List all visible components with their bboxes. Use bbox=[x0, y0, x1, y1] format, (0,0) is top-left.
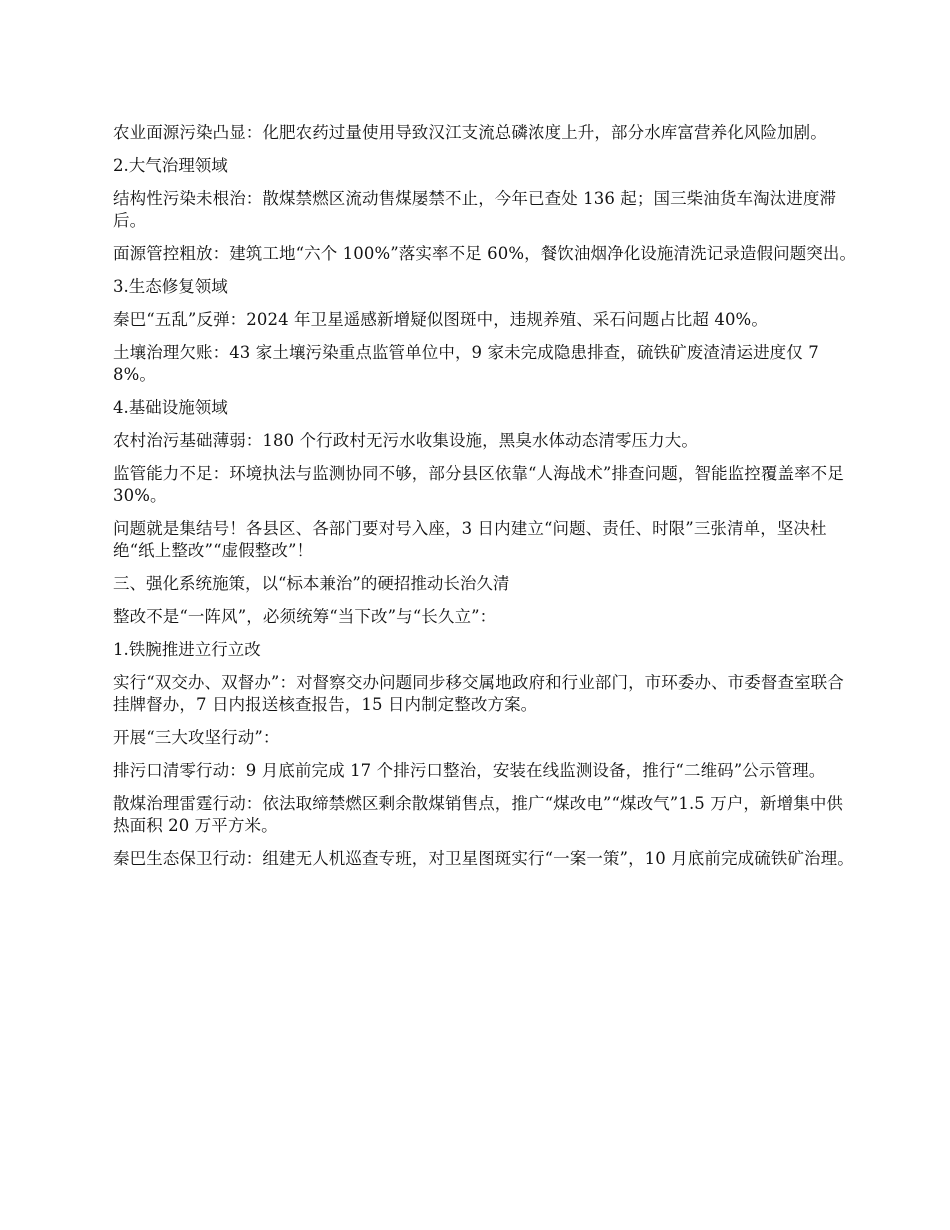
section-heading-ecology: 3.生态修复领域 bbox=[113, 277, 228, 296]
paragraph-qinba-rebound: 秦巴“五乱”反弹：2024 年卫星遥感新增疑似图斑中，违规养殖、采石问题占比超 40%。 bbox=[113, 310, 768, 329]
paragraph-outfall-campaign: 排污口清零行动：9 月底前完成 17 个排污口整治，安装在线监测设备，推行“二维码”公示管理。 bbox=[113, 761, 826, 780]
section-heading-infrastructure: 4.基础设施领域 bbox=[113, 398, 228, 417]
paragraph-agricultural-pollution: 农业面源污染凸显：化肥农药过量使用导致汉江支流总磷浓度上升，部分水库富营养化风险加剧。 bbox=[113, 123, 827, 142]
paragraph-supervision-capacity: 监管能力不足：环境执法与监测协同不够，部分县区依靠“人海战术”排查问题，智能监控覆盖率不足 30%。 bbox=[113, 464, 844, 505]
paragraph-structural-pollution: 结构性污染未根治：散煤禁燃区流动售煤屡禁不止，今年已查处 136 起；国三柴油货车淘汰进度滞后。 bbox=[113, 189, 837, 230]
paragraph-rectification-intro: 整改不是“一阵风”，必须统筹“当下改”与“长久立”： bbox=[113, 607, 497, 626]
paragraph-three-campaigns: 开展“三大攻坚行动”： bbox=[113, 728, 280, 747]
paragraph-qinba-campaign: 秦巴生态保卫行动：组建无人机巡查专班，对卫星图斑实行“一案一策”，10 月底前完成硫铁矿治理。 bbox=[113, 849, 854, 868]
paragraph-coal-campaign: 散煤治理雷霆行动：依法取缔禁燃区剩余散煤销售点，推广“煤改电”“煤改气”1.5 万户，新增集中供热面积 20 万平方米。 bbox=[113, 794, 844, 835]
paragraph-rallying-call: 问题就是集结号！各县区、各部门要对号入座，3 日内建立“问题、责任、时限”三张清单，坚决杜绝“纸上整改”“虚假整改”！ bbox=[113, 519, 827, 560]
section-heading-air: 2.大气治理领域 bbox=[113, 156, 228, 175]
chapter-heading-three: 三、强化系统施策，以“标本兼治”的硬招推动长治久清 bbox=[113, 574, 510, 593]
subsection-heading-immediate-rectification: 1.铁腕推进立行立改 bbox=[113, 640, 261, 659]
paragraph-rural-sewage: 农村治污基础薄弱：180 个行政村无污水收集设施，黑臭水体动态清零压力大。 bbox=[113, 431, 698, 450]
paragraph-dual-assignment: 实行“双交办、双督办”：对督察交办问题同步移交属地政府和行业部门，市环委办、市委督查室联合挂牌督办，7 日内报送核查报告，15 日内制定整改方案。 bbox=[113, 673, 844, 714]
paragraph-area-source-control: 面源管控粗放：建筑工地“六个 100%”落实率不足 60%，餐饮油烟净化设施清洗记录造假问题突出。 bbox=[113, 244, 857, 263]
document-page bbox=[113, 122, 858, 881]
paragraph-soil-governance: 土壤治理欠账：43 家土壤污染重点监管单位中，9 家未完成隐患排查，硫铁矿废渣清运进度仅 78%。 bbox=[113, 343, 819, 384]
